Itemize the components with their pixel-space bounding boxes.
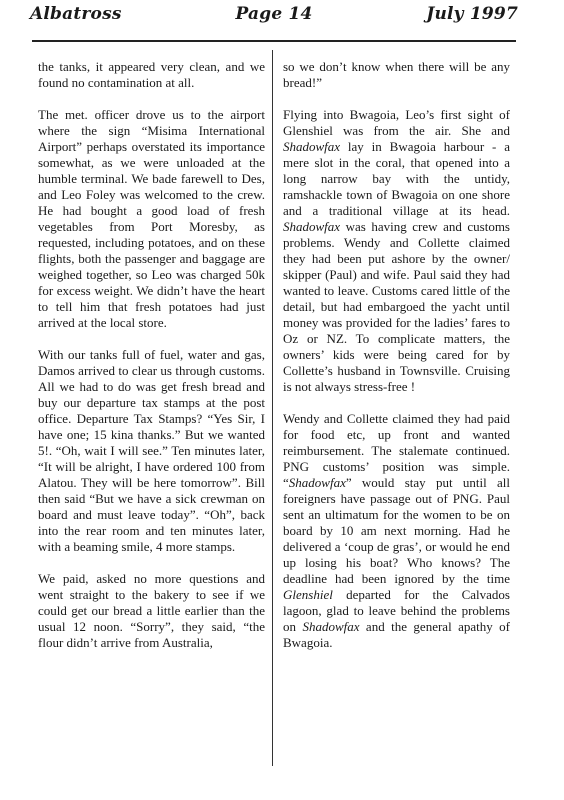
text-run: Flying into Bwagoia, Leo’s first sight of Glenshiel was from the air. She and: [283, 107, 510, 138]
paragraph: [283, 411, 510, 651]
paragraph: [38, 347, 265, 555]
text-run: Wendy and Collette claimed they had paid for food etc, up front and wanted reimbursement. The stalemate continued. PNG customs’ position was simple. “: [283, 411, 510, 490]
paragraph: [283, 59, 510, 91]
italic-text: Shadowfax: [283, 219, 341, 234]
page-number: Page 14: [235, 4, 313, 24]
italic-text: Shadowfax: [288, 475, 346, 490]
text-run: We paid, asked no more questions and went straight to the bakery to see if we could get our bread a little earlier than the usual 12 noon. “Sorry”, they said, “the flour didn’t arrive from Australia,: [38, 571, 265, 650]
paragraph: [38, 571, 265, 651]
issue-date: July 1997: [426, 4, 518, 24]
text-run: departed for the Calvados lagoon, glad to leave behind the problems on: [283, 587, 510, 634]
left-column: [38, 59, 265, 651]
italic-text: Glenshiel: [283, 587, 333, 602]
text-run: With our tanks full of fuel, water and gas, Damos arrived to clear us through customs. All we had to do was get fresh bread and buy our departure tax stamps at the post office. Departure Tax Stamps? “Yes Sir, I have one; 15 kina thanks.” But we wanted 5!. “Oh, wait I will see.” Ten minutes later, “It will be alright, I have ordered 100 from Alatou. They will be here tomorrow”. Bill then said “But we have a sick crewman on board and must leave today”. “Oh”, back into the rear room and ten minutes later, with a beaming smile, 4 more stamps.: [38, 347, 265, 554]
text-run: and the general apathy of Bwagoia.: [283, 619, 511, 650]
text-run: The met. officer drove us to the airport where the sign “Misima International Airport” perhaps overstated its importance somewhat, as we were unloaded at the humble terminal. We bade farewell to Des, and Leo Foley was welcomed to the crew. He had bought a good load of fresh vegetables from Port Moresby, as requested, including potatoes, and on these flights, both the passenger and baggage are weighed together, so Leo was charged 50k for excess weight. We didn’t have the heart to tell him that fresh potatoes had just arrived at the local store.: [38, 107, 265, 330]
paragraph: [283, 107, 510, 395]
text-run: so we don’t know when there will be any bread!”: [283, 59, 510, 90]
publication-title: Albatross: [30, 4, 122, 24]
header-rule: [32, 40, 516, 42]
text-run: ” would stay put until all foreigners have passage out of PNG. Paul sent an ultimatum for the women to be on board by 10 am next morning. Had he delivered a ‘coup de gras’, or would he end up losing his boat? Who knows? The deadline had been ignored by the time: [283, 475, 510, 586]
paragraph: [38, 59, 265, 91]
text-run: the tanks, it appeared very clean, and we found no contamination at all.: [38, 59, 265, 90]
italic-text: Shadowfax: [302, 619, 360, 634]
page-header: [30, 4, 518, 30]
italic-text: Shadowfax: [283, 139, 341, 154]
paragraph: [38, 107, 265, 331]
text-run: was having crew and customs problems. Wendy and Collette claimed they had been put ashore by the owner/ skipper (Paul) and wife. Paul said they had wanted to leave. Customs cared little of the detail, but had embargoed the yacht until money was provided for the ladies’ fares to Oz or NZ. To complicate matters, the owners’ kids were being cared for by Collette’s husband in Townsville. Cruising is not always stress-free !: [283, 219, 510, 394]
text-run: lay in Bwagoia harbour - a mere slot in the coral, that opened into a long narrow bay with the untidy, ramshackle town of Bwagoia on one shore and a traditional village at its head.: [283, 139, 510, 218]
right-column: [283, 59, 510, 651]
column-divider: [272, 50, 273, 766]
